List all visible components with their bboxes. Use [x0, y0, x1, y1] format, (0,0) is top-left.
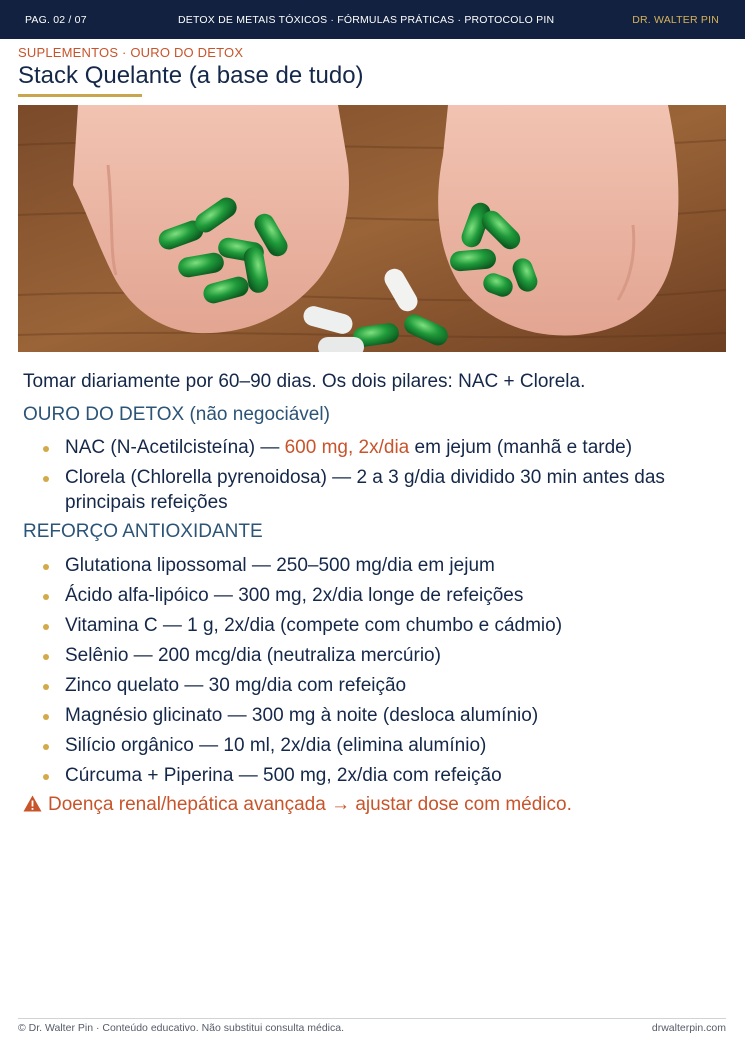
bullet-dot-icon — [43, 564, 49, 570]
dose-highlight: 600 mg, 2x/dia — [284, 437, 410, 458]
top-header-bar — [0, 0, 745, 39]
list-item: Glutationa lipossomal — 250–500 mg/dia em jejum — [43, 553, 713, 578]
bullet-dot-icon — [43, 654, 49, 660]
warning-triangle-icon — [23, 795, 42, 818]
list-item: Zinco quelato — 30 mg/dia com refeição — [43, 673, 713, 698]
page-number: PAG. 02 / 07 — [25, 14, 87, 26]
bullet-dot-icon — [43, 744, 49, 750]
ouro-heading: OURO DO DETOX (não negociável) — [23, 404, 330, 425]
list-item: Silício orgânico — 10 ml, 2x/dia (elimina alumínio) — [43, 733, 713, 758]
list-item: Clorela (Chlorella pyrenoidosa) — 2 a 3 g/dia dividido 30 min antes das principais refeições — [43, 465, 713, 515]
page-title: Stack Quelante (a base de tudo) — [18, 62, 364, 89]
list-item: Vitamina C — 1 g, 2x/dia (compete com chumbo e cádmio) — [43, 613, 713, 638]
header-author: DR. WALTER PIN — [632, 14, 719, 26]
title-underline — [18, 94, 142, 97]
bullet-dot-icon — [43, 714, 49, 720]
warning-text: Doença renal/hepática avançada → ajustar dose com médico. — [48, 794, 572, 815]
list-item: Magnésio glicinato — 300 mg à noite (desloca alumínio) — [43, 703, 713, 728]
footer-divider — [18, 1018, 726, 1019]
hero-photo-capsules-in-hands — [18, 105, 726, 352]
bullet-dot-icon — [43, 624, 49, 630]
warning-note — [23, 794, 572, 818]
list-item: NAC (N-Acetilcisteína) — 600 mg, 2x/dia em jejum (manhã e tarde) — [43, 435, 713, 460]
list-item: Ácido alfa-lipóico — 300 mg, 2x/dia longe de refeições — [43, 583, 713, 608]
bullet-dot-icon — [43, 684, 49, 690]
bullet-dot-icon — [43, 446, 49, 452]
list-item: Cúrcuma + Piperina — 500 mg, 2x/dia com refeição — [43, 763, 713, 788]
footer-website[interactable]: drwalterpin.com — [651, 1022, 726, 1034]
footer-disclaimer: © Dr. Walter Pin · Conteúdo educativo. Não substitui consulta médica. — [18, 1022, 345, 1034]
section-tag: SUPLEMENTOS · OURO DO DETOX — [18, 45, 244, 60]
intro-text: Tomar diariamente por 60–90 dias. Os dois pilares: NAC + Clorela. — [23, 371, 586, 392]
header-subtitle: DETOX DE METAIS TÓXICOS · FÓRMULAS PRÁTICAS · PROTOCOLO PIN — [178, 14, 555, 26]
bullet-dot-icon — [43, 774, 49, 780]
bullet-dot-icon — [43, 594, 49, 600]
bullet-dot-icon — [43, 476, 49, 482]
list-item: Selênio — 200 mcg/dia (neutraliza mercúrio) — [43, 643, 713, 668]
reforco-heading: REFORÇO ANTIOXIDANTE — [23, 521, 263, 542]
